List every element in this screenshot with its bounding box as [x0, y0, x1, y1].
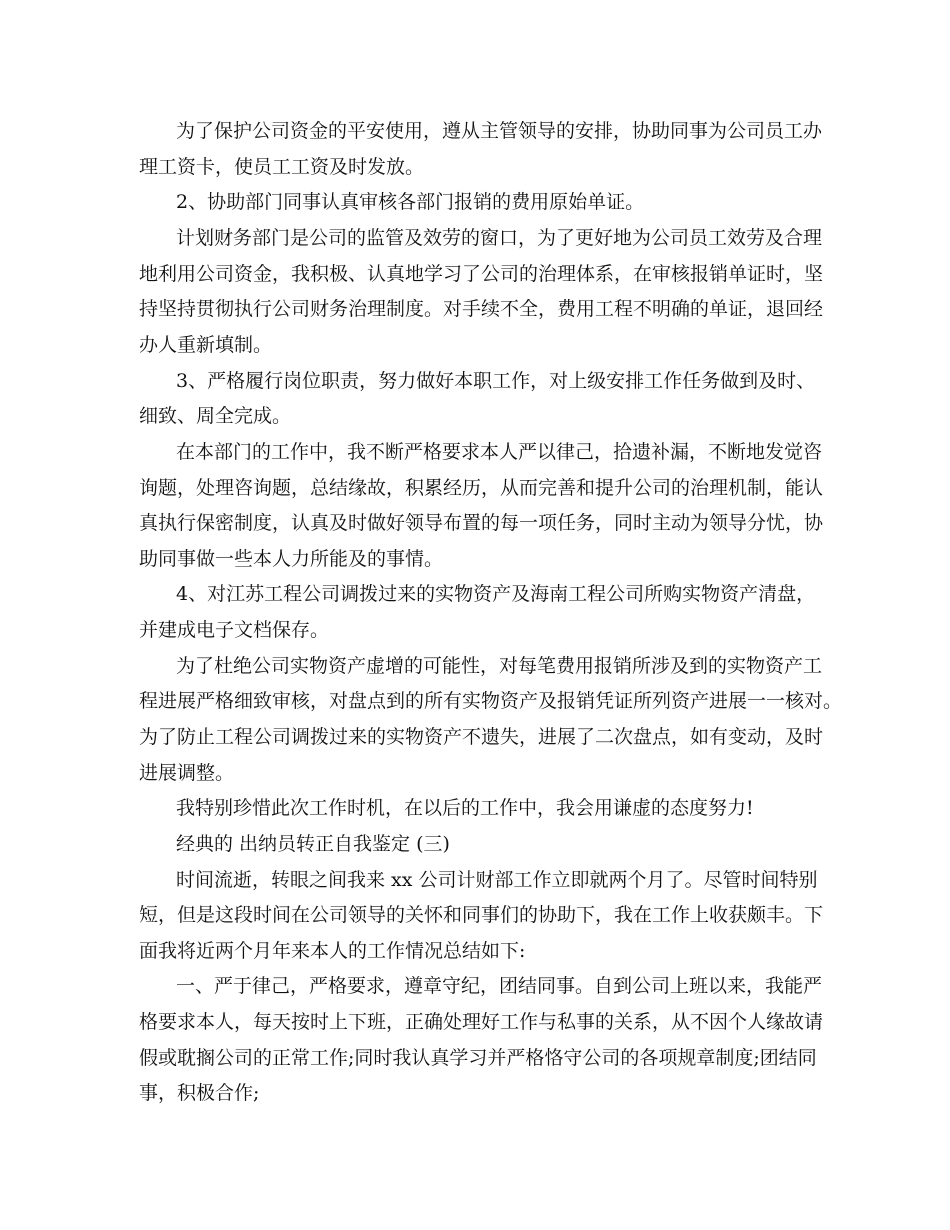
text-line: 在本部门的工作中，我不断严格要求本人严以律己，拾遗补漏，不断地发觉咨 — [176, 441, 823, 463]
text-line: 进展调整。 — [139, 762, 235, 784]
text-line: 假或耽搁公司的正常工作;同时我认真学习并严格恪守公司的各项规章制度;团结同 — [139, 1047, 817, 1069]
text-line: 事，积极合作; — [139, 1082, 260, 1104]
text-line: 2、协助部门同事认真审核各部门报销的费用原始单证。 — [176, 191, 645, 213]
text-line: 持坚持贯彻执行公司财务治理制度。对手续不全，费用工程不明确的单证，退回经 — [139, 298, 824, 320]
text-line: 细致、周全完成。 — [139, 405, 292, 427]
text-line: 并建成电子文档保存。 — [139, 619, 330, 641]
text-line: 办人重新填制。 — [139, 334, 273, 356]
text-line: 真执行保密制度，认真及时做好领导布置的每一项任务，同时主动为领导分忧，协 — [139, 512, 824, 534]
text-line: 程进展严格细致审核，对盘点到的所有实物资产及报销凭证所列资产进展一一核对。 — [139, 690, 843, 712]
text-line: 理工资卡，使员工工资及时发放。 — [139, 156, 425, 178]
text-line: 为了杜绝公司实物资产虚增的可能性，对每笔费用报销所涉及到的实物资产工 — [176, 655, 823, 677]
text-line: 我特别珍惜此次工作时机，在以后的工作中，我会用谦虚的态度努力! — [176, 797, 754, 819]
text-line: 计划财务部门是公司的监管及效劳的窗口，为了更好地为公司员工效劳及合理 — [176, 227, 823, 249]
text-line: 为了防止工程公司调拨过来的实物资产不遗失，进展了二次盘点，如有变动，及时 — [139, 726, 824, 748]
text-line: 面我将近两个月年来本人的工作情况总结如下: — [139, 940, 526, 962]
text-line: 询题，处理咨询题，总结缘故，积累经历，从而完善和提升公司的治理机制，能认 — [139, 477, 824, 499]
text-line: 一、严于律己，严格要求，遵章守纪，团结同事。自到公司上班以来，我能严 — [176, 975, 823, 997]
text-line: 短，但是这段时间在公司领导的关怀和同事们的协助下，我在工作上收获颇丰。下 — [139, 904, 824, 926]
text-line: 3、严格履行岗位职责，努力做好本职工作，对上级安排工作任务做到及时、 — [176, 370, 816, 392]
text-line: 为了保护公司资金的平安使用，遵从主管领导的安排，协助同事为公司员工办 — [176, 120, 823, 142]
text-line: 助同事做一些本人力所能及的事情。 — [139, 548, 444, 570]
text-line: 地利用公司资金，我积极、认真地学习了公司的治理体系，在审核报销单证时，坚 — [139, 263, 824, 285]
text-line: 4、对江苏工程公司调拨过来的实物资产及海南工程公司所购实物资产清盘， — [176, 583, 816, 605]
text-line: 格要求本人，每天按时上下班，正确处理好工作与私事的关系，从不因个人缘故请 — [139, 1011, 824, 1033]
text-line: 时间流逝，转眼之间我来 xx 公司计财部工作立即就两个月了。尽管时间特别 — [176, 869, 818, 891]
section-heading: 经典的 出纳员转正自我鉴定 (三) — [176, 833, 450, 855]
